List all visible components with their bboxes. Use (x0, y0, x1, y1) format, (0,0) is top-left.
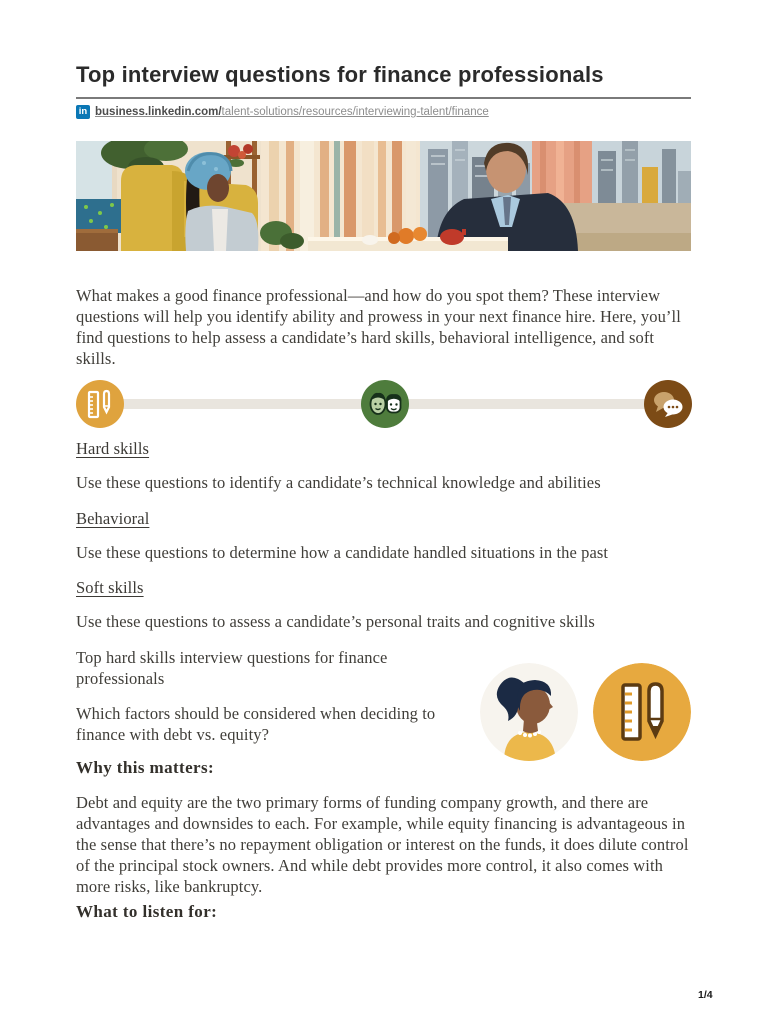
why-this-matters-text: Debt and equity are the two primary forms of funding company growth, and there are advantages and downsides to each. For example, while equity financing is advantageous in the sense that there’s no repayment obligation or interest on the funds, it does dilute control of the principal stock owners. And while debt provides more control, it also comes with more risks, like bankruptcy. (76, 793, 689, 896)
ruler-pencil-icon (76, 380, 124, 428)
linkedin-icon: in (76, 105, 90, 119)
intro-paragraph: What makes a good finance professional—and how do you spot them? These interview questions will help you identify ability and prowess in your next finance hire. Here, you’ll find questions to help assess a candidate’s hard skills, behavioral intelligence, and soft skills. (76, 286, 681, 368)
behavioral-timeline-icon (361, 380, 409, 428)
source-domain: business.linkedin.com/ (95, 106, 222, 118)
source-link[interactable] (76, 104, 691, 120)
why-this-matters-label: Why this matters: (76, 758, 215, 777)
woman-avatar-illustration (480, 663, 578, 761)
ruler-pencil-illustration (593, 663, 691, 761)
page-indicator: 1/4 (698, 989, 713, 1001)
interview-photo-illustration (76, 141, 691, 251)
banner-photo (76, 141, 691, 251)
source-url[interactable] (95, 106, 489, 118)
title-divider (76, 97, 691, 99)
soft-skills-timeline-icon (644, 380, 692, 428)
hard-skills-link[interactable]: Hard skills (76, 439, 150, 458)
hard-skills-timeline-icon (76, 380, 124, 428)
behavioral-description: Use these questions to determine how a candidate handled situations in the past (76, 543, 609, 562)
behavioral-link[interactable]: Behavioral (76, 509, 150, 528)
ruler-pencil-gold-icon (593, 663, 691, 761)
skills-timeline (76, 380, 692, 428)
source-path: talent-solutions/resources/interviewing-talent/finance (221, 106, 489, 118)
what-to-listen-for-label: What to listen for: (76, 902, 218, 921)
two-faces-icon (361, 380, 409, 428)
section-question: Which factors should be considered when deciding to finance with debt vs. equity? (76, 704, 436, 744)
soft-skills-description: Use these questions to assess a candidate’s personal traits and cognitive skills (76, 612, 595, 631)
chat-bubbles-icon (644, 380, 692, 428)
woman-avatar-icon (480, 663, 578, 761)
soft-skills-link[interactable]: Soft skills (76, 578, 144, 597)
hard-skills-description: Use these questions to identify a candidate’s technical knowledge and abilities (76, 473, 601, 492)
page-title: Top interview questions for finance professionals (76, 62, 604, 87)
section-heading: Top hard skills interview questions for finance professionals (76, 648, 388, 688)
